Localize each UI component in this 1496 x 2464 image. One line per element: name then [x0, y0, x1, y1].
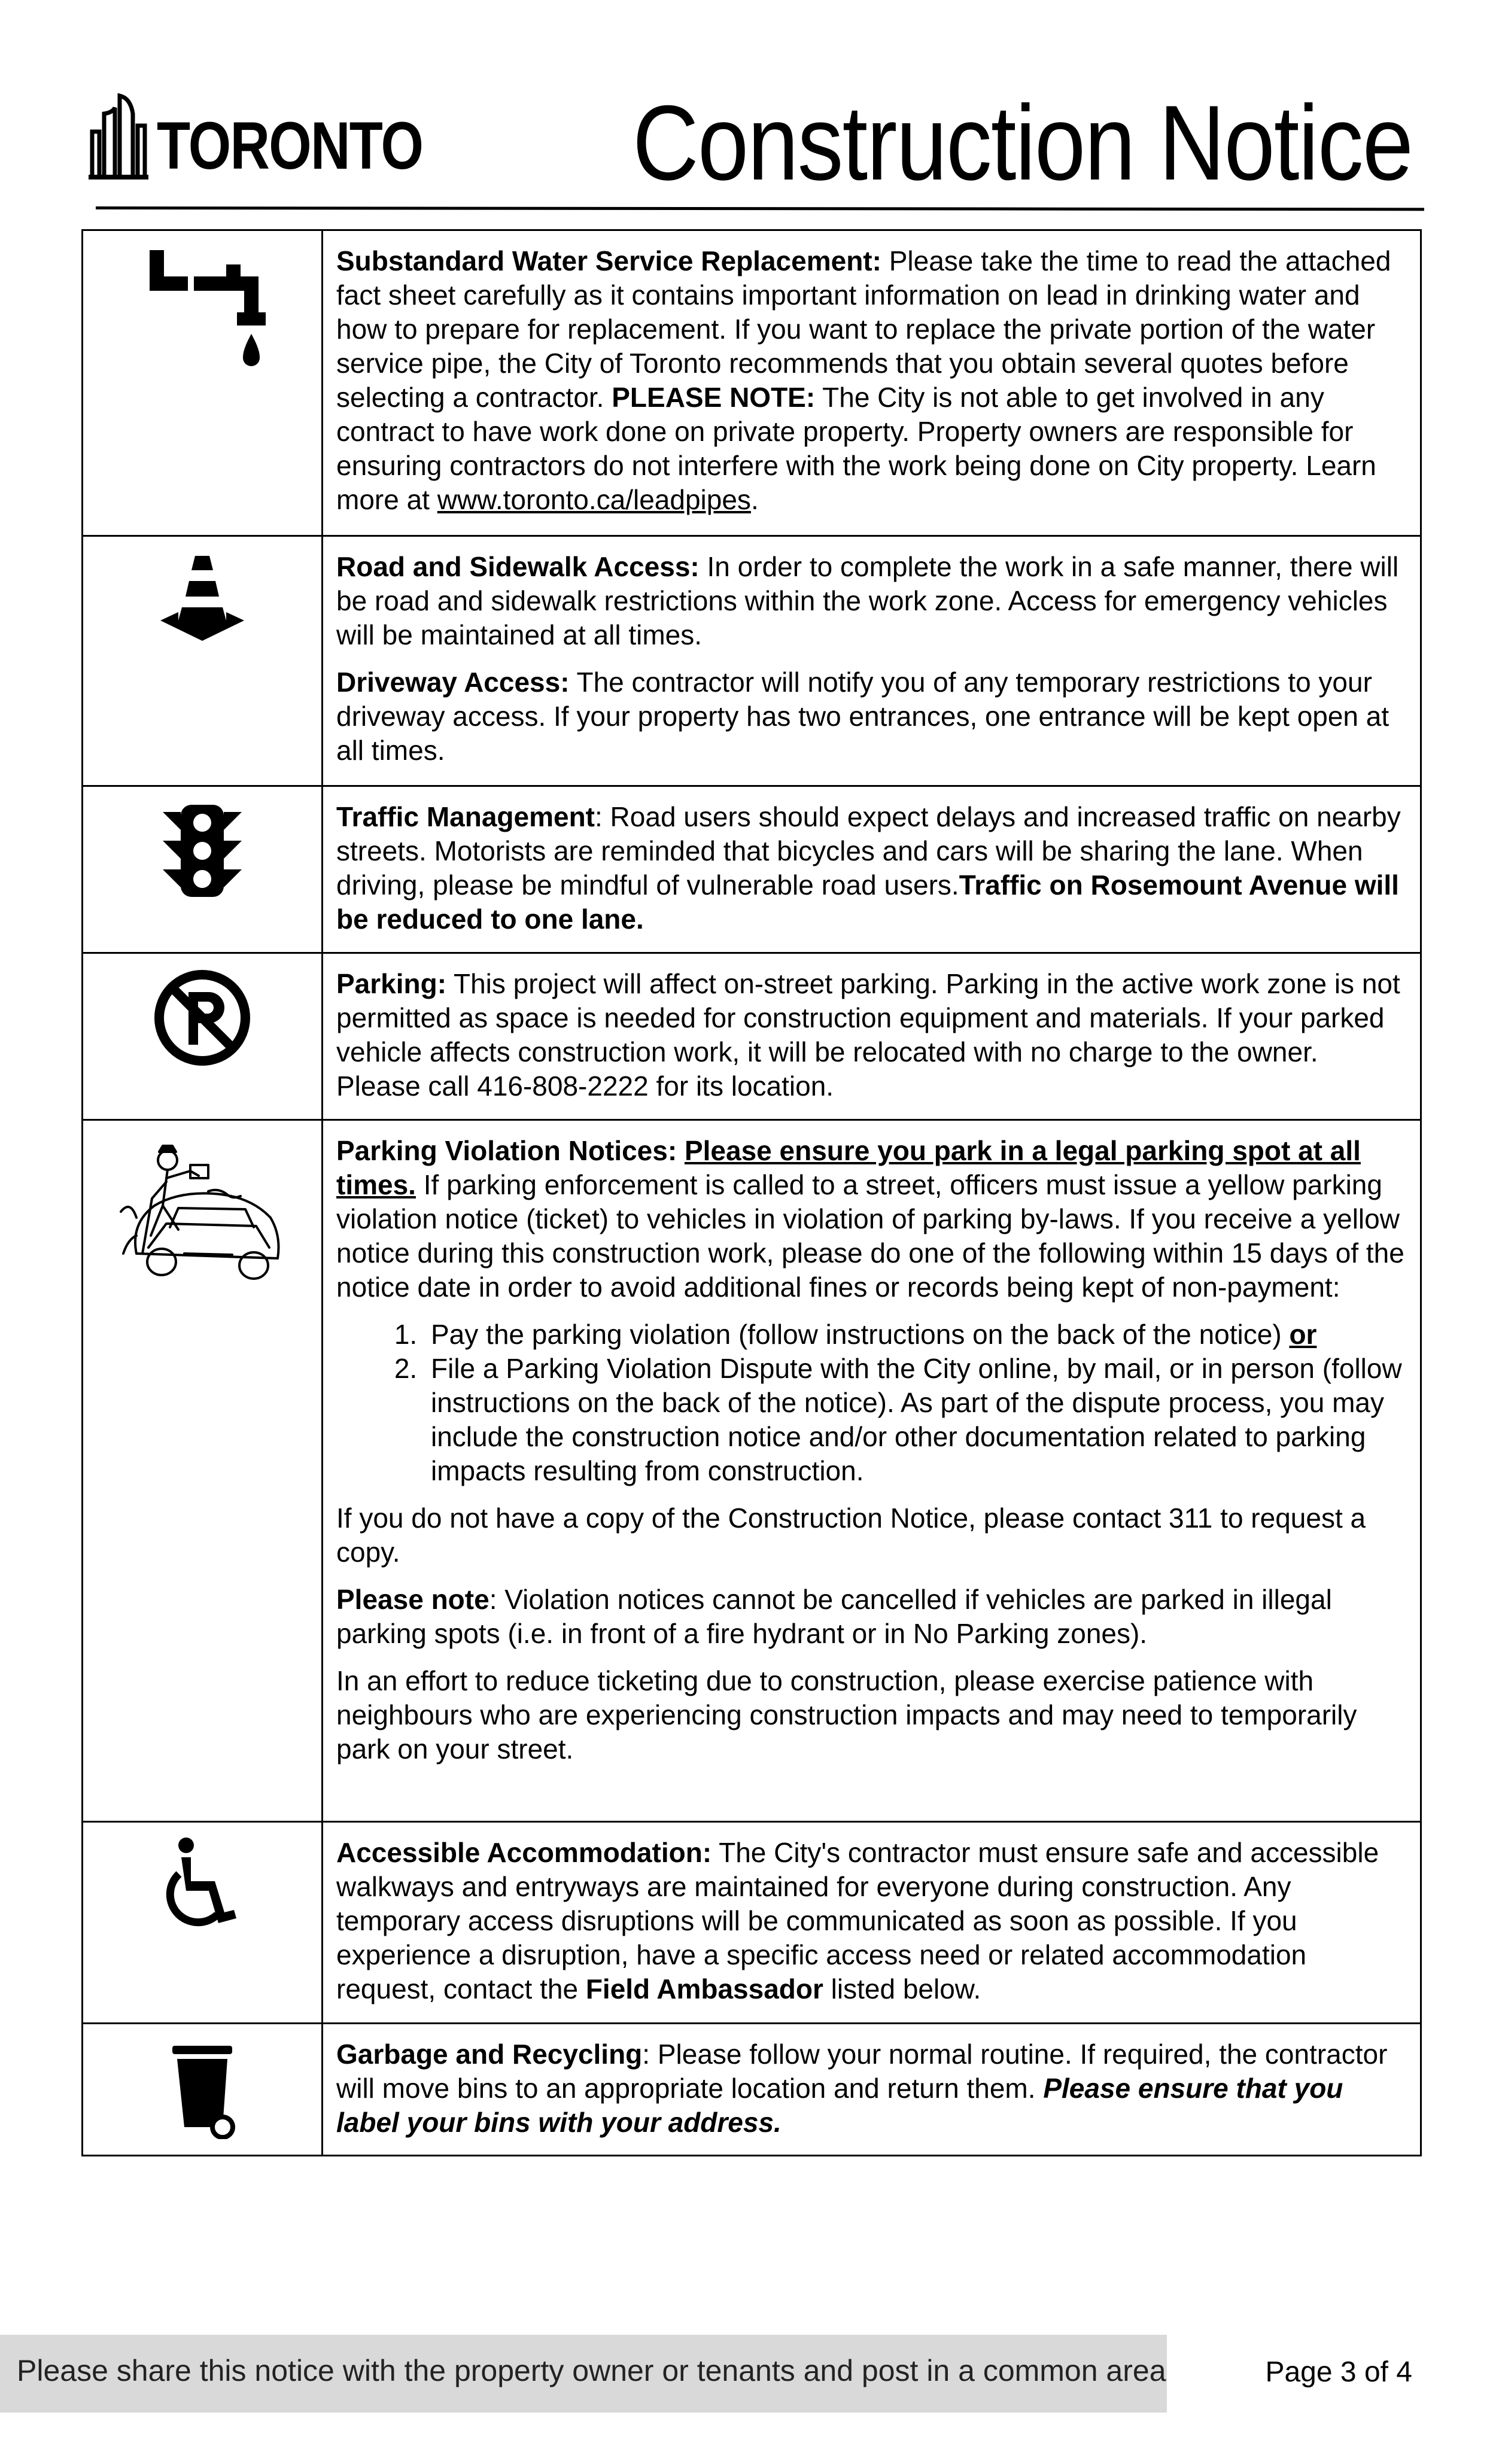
water-pipe-icon	[136, 244, 268, 376]
table-row	[83, 1120, 1421, 1822]
logo-wordmark: TORONTO	[157, 108, 423, 183]
option-or: or	[1289, 1319, 1317, 1350]
accessible-text	[336, 1836, 1407, 2006]
water-service-body-2: The City is not able to get involved in any contract to have work done on private property. Property owners are responsible for ensuring contractors do not interfere with the work being done on City property. Learn more at	[336, 382, 1376, 515]
traffic-management-text	[336, 800, 1407, 936]
icon-cell	[83, 536, 323, 786]
table-row	[83, 786, 1421, 953]
table-row	[83, 230, 1421, 536]
parking-violation-text	[336, 1134, 1407, 1304]
parking-officer-icon	[112, 1134, 292, 1289]
parking-violation-cell	[323, 1120, 1421, 1822]
road-access-cell	[323, 536, 1421, 786]
option-pay: Pay the parking violation (follow instructions on the back of the notice)	[431, 1319, 1290, 1350]
parking-body: This project will affect on-street parking. Parking in the active work zone is not permitted as space is needed for construction equipment and materials. If your parked vehicle affects construction work, it will be relocated with no charge to the owner. Please call 416-808-2222 for its location.	[336, 968, 1400, 1102]
water-service-cell	[323, 230, 1421, 536]
garbage-cell	[323, 2024, 1421, 2156]
legal-parking-warning: Please ensure you park in a legal parking spot at all times.	[336, 1135, 1361, 1200]
leadpipes-link[interactable]: www.toronto.ca/leadpipes	[437, 484, 751, 515]
traffic-management-heading: Traffic Management	[336, 801, 595, 832]
violation-options-list	[336, 1318, 1407, 1488]
water-service-body: Please take the time to read the attached fact sheet carefully as it contains important information on lead in drinking water and how to prepare for replacement. If you want to replace the private portion of the water service pipe, the City of Toronto recommends that you obtain several quotes before selecting a contractor.	[336, 245, 1391, 413]
no-parking-icon	[151, 967, 253, 1069]
traffic-cone-icon	[154, 550, 250, 646]
traffic-management-body: : Road users should expect delays and increased traffic on nearby streets. Motorists are reminded that bicycles and cars will be sharing the lane. When driving, please be mindful of vulnerable road users.	[336, 801, 1401, 901]
page-header	[0, 0, 1496, 227]
driveway-access-body: The contractor will notify you of any temporary restrictions to your driveway access. If your property has two entrances, one entrance will be kept open at all times.	[336, 667, 1389, 766]
page-number: Page 3 of 4	[1265, 2356, 1412, 2388]
garbage-body: : Please follow your normal routine. If required, the contractor will move bins to an appropriate location and return them.	[336, 2039, 1388, 2104]
field-ambassador-label: Field Ambassador	[585, 1973, 823, 2004]
garbage-heading: Garbage and Recycling	[336, 2039, 643, 2070]
copy-request-text: If you do not have a copy of the Construction Notice, please contact 311 to request a copy.	[336, 1502, 1366, 1568]
driveway-access-heading: Driveway Access:	[336, 667, 570, 698]
wheelchair-icon	[157, 1836, 247, 1931]
driveway-access-text	[336, 665, 1407, 768]
traffic-light-icon	[154, 800, 250, 902]
share-notice-text: Please share this notice with the property owner or tenants and post in a common area	[17, 2354, 1166, 2387]
road-access-body: In order to complete the work in a safe manner, there will be road and sidewalk restrictions within the work zone. Access for emergency vehicles will be maintained at all times.	[336, 551, 1399, 650]
list-item	[425, 1318, 1407, 1352]
icon-cell	[83, 786, 323, 953]
water-service-text	[336, 244, 1407, 517]
page-title: Construction Notice	[632, 83, 1412, 202]
water-service-heading: Substandard Water Service Replacement:	[336, 245, 881, 276]
table-row	[83, 536, 1421, 786]
label-bins-notice: Please ensure that you label your bins with your address.	[336, 2073, 1343, 2138]
icon-cell	[83, 953, 323, 1120]
accessible-cell	[323, 1822, 1421, 2024]
garbage-bin-icon	[160, 2037, 244, 2139]
parking-cell	[323, 953, 1421, 1120]
table-row	[83, 1822, 1421, 2024]
toronto-logo	[89, 90, 481, 183]
traffic-management-cell	[323, 786, 1421, 953]
rosemount-lane-notice: Traffic on Rosemount Avenue will be reduced to one lane.	[336, 869, 1399, 935]
header-rule	[96, 206, 1424, 211]
icon-cell	[83, 2024, 323, 2156]
water-service-end: .	[750, 484, 759, 515]
parking-violation-body: If parking enforcement is called to a street, officers must issue a yellow parking violation notice (ticket) to vehicles in violation of parking by-laws. If you receive a yellow notice during this construction work, please do one of the following within 15 days of the notice date in order to avoid additional fines or records being kept of non-payment:	[336, 1169, 1404, 1303]
city-hall-logo-icon	[89, 90, 148, 180]
accessible-body: The City's contractor must ensure safe and accessible walkways and entryways are maintained for everyone during construction. Any temporary access disruptions will be communicated as soon as possible. If you experience a disruption, have a specific access need or related accommodation request, contact the	[336, 1837, 1379, 2004]
garbage-text	[336, 2037, 1407, 2140]
please-note-label: Please note	[336, 1584, 489, 1615]
road-access-text	[336, 550, 1407, 652]
accessible-heading: Accessible Accommodation:	[336, 1837, 712, 1868]
parking-violation-heading: Parking Violation Notices:	[336, 1135, 677, 1166]
patience-text: In an effort to reduce ticketing due to construction, please exercise patience with neighbours who are experiencing construction impacts and may need to temporarily park on your street.	[336, 1665, 1357, 1765]
road-access-heading: Road and Sidewalk Access:	[336, 551, 700, 582]
violation-note-body: : Violation notices cannot be cancelled if vehicles are parked in illegal parking spots (i.e. in front of a fire hydrant or in No Parking zones).	[336, 1584, 1332, 1649]
table-row	[83, 2024, 1421, 2156]
parking-text	[336, 967, 1407, 1103]
please-note-label: PLEASE NOTE:	[612, 382, 816, 413]
table-row	[83, 953, 1421, 1120]
notice-table	[81, 229, 1422, 2156]
parking-heading: Parking:	[336, 968, 447, 999]
accessible-end: listed below.	[823, 1973, 981, 2004]
icon-cell	[83, 1120, 323, 1822]
icon-cell	[83, 230, 323, 536]
option-dispute: File a Parking Violation Dispute with the City online, by mail, or in person (follow instructions on the back of the notice). As part of the dispute process, you may include the construction notice and/or other documentation related to parking impacts resulting from construction.	[431, 1353, 1402, 1486]
violation-note-text	[336, 1583, 1407, 1651]
icon-cell	[83, 1822, 323, 2024]
list-item	[425, 1352, 1407, 1488]
